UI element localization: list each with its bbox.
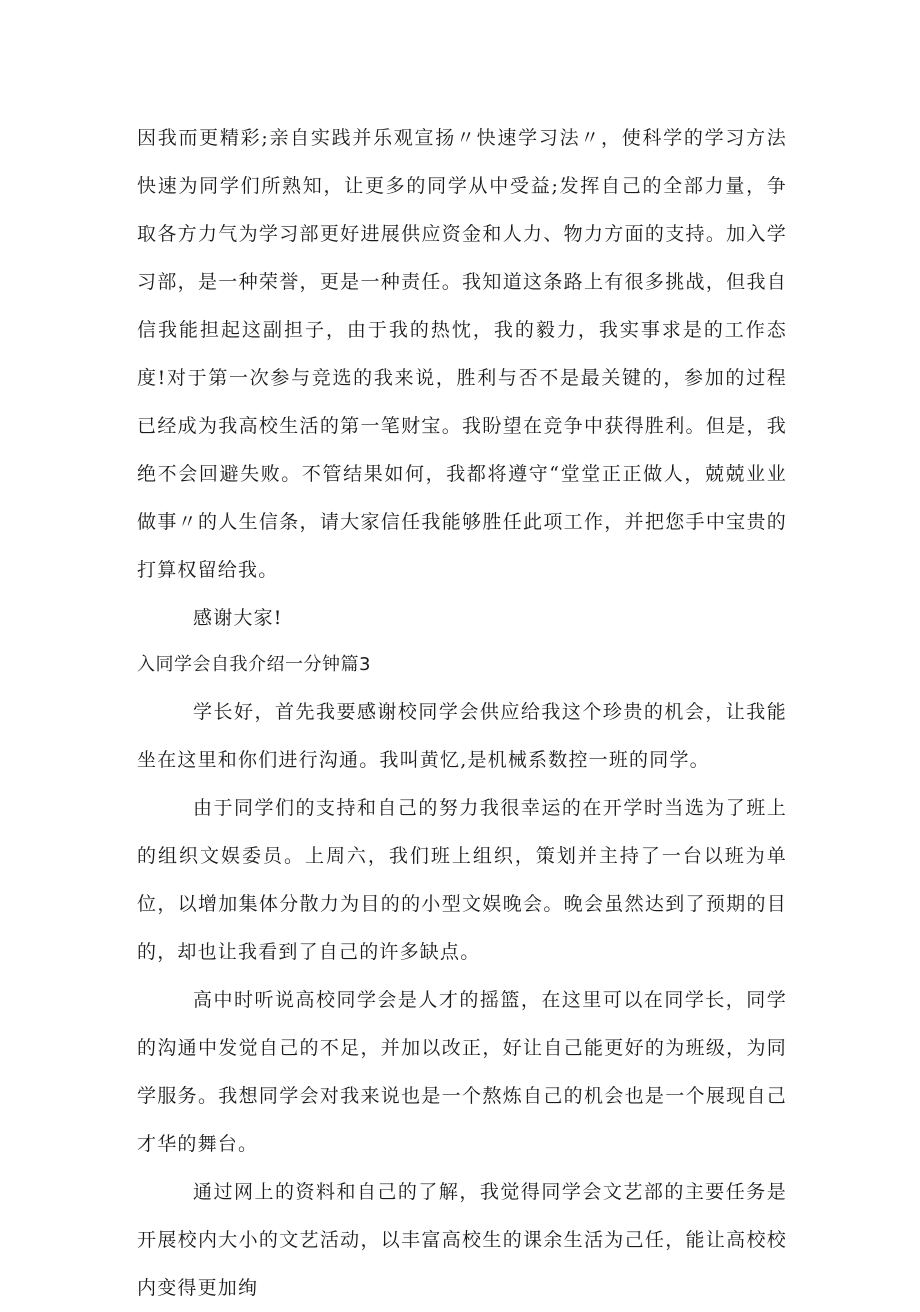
section-title: 入同学会自我介绍一分钟篇3 <box>137 654 371 675</box>
paragraph-class-role: 由于同学们的支持和自己的努力我很幸运的在开学时当选为了班上的组织文娱委员。上周六，我们班上组织，策划并主持了一台以班为单位，以增加集体分散力为目的的小型文娱晚会。晚会虽然达到了预期的目的，却也让我看到了自己的许多缺点。 <box>137 797 787 963</box>
document-page <box>137 114 787 1312</box>
paragraph-thanks: 感谢大家! <box>193 607 283 629</box>
paragraph-arts-department: 通过网上的资料和自己的了解，我觉得同学会文艺部的主要任务是开展校内大小的文艺活动，以丰富高校生的课余生活为己任，能让高校校内变得更加绚 <box>137 1181 787 1299</box>
paragraph-intro: 学长好，首先我要感谢校同学会供应给我这个珍贵的机会，让我能坐在这里和你们进行沟通。我叫黄忆,是机械系数控一班的同学。 <box>137 701 787 771</box>
paragraph-continued: 因我而更精彩;亲自实践并乐观宣扬〃快速学习法〃，使科学的学习方法快速为同学们所熟知，让更多的同学从中受益;发挥自己的全部力量，争取各方力气为学习部更好进展供应资金和人力、物力方面的支持。加入学习部，是一种荣誉，更是一种责任。我知道这条路上有很多挑战，但我自信我能担起这副担子，由于我的热忱，我的毅力，我实事求是的工作态度!对于第一次参与竞选的我来说，胜利与否不是最关键的，参加的过程已经成为我高校生活的第一笔财宝。我盼望在竞争中获得胜利。但是，我绝不会回避失败。不管结果如何，我都将遵守“堂堂正正做人，兢兢业业做事〃的人生信条，请大家信任我能够胜任此项工作，并把您手中宝贵的打算权留给我。 <box>137 127 787 581</box>
paragraph-motivation: 高中时听说高校同学会是人才的摇篮，在这里可以在同学长，同学的沟通中发觉自己的不足，并加以改正，好让自己能更好的为班级，为同学服务。我想同学会对我来说也是一个熬炼自己的机会也是一个展现自己才华的舞台。 <box>137 989 787 1155</box>
